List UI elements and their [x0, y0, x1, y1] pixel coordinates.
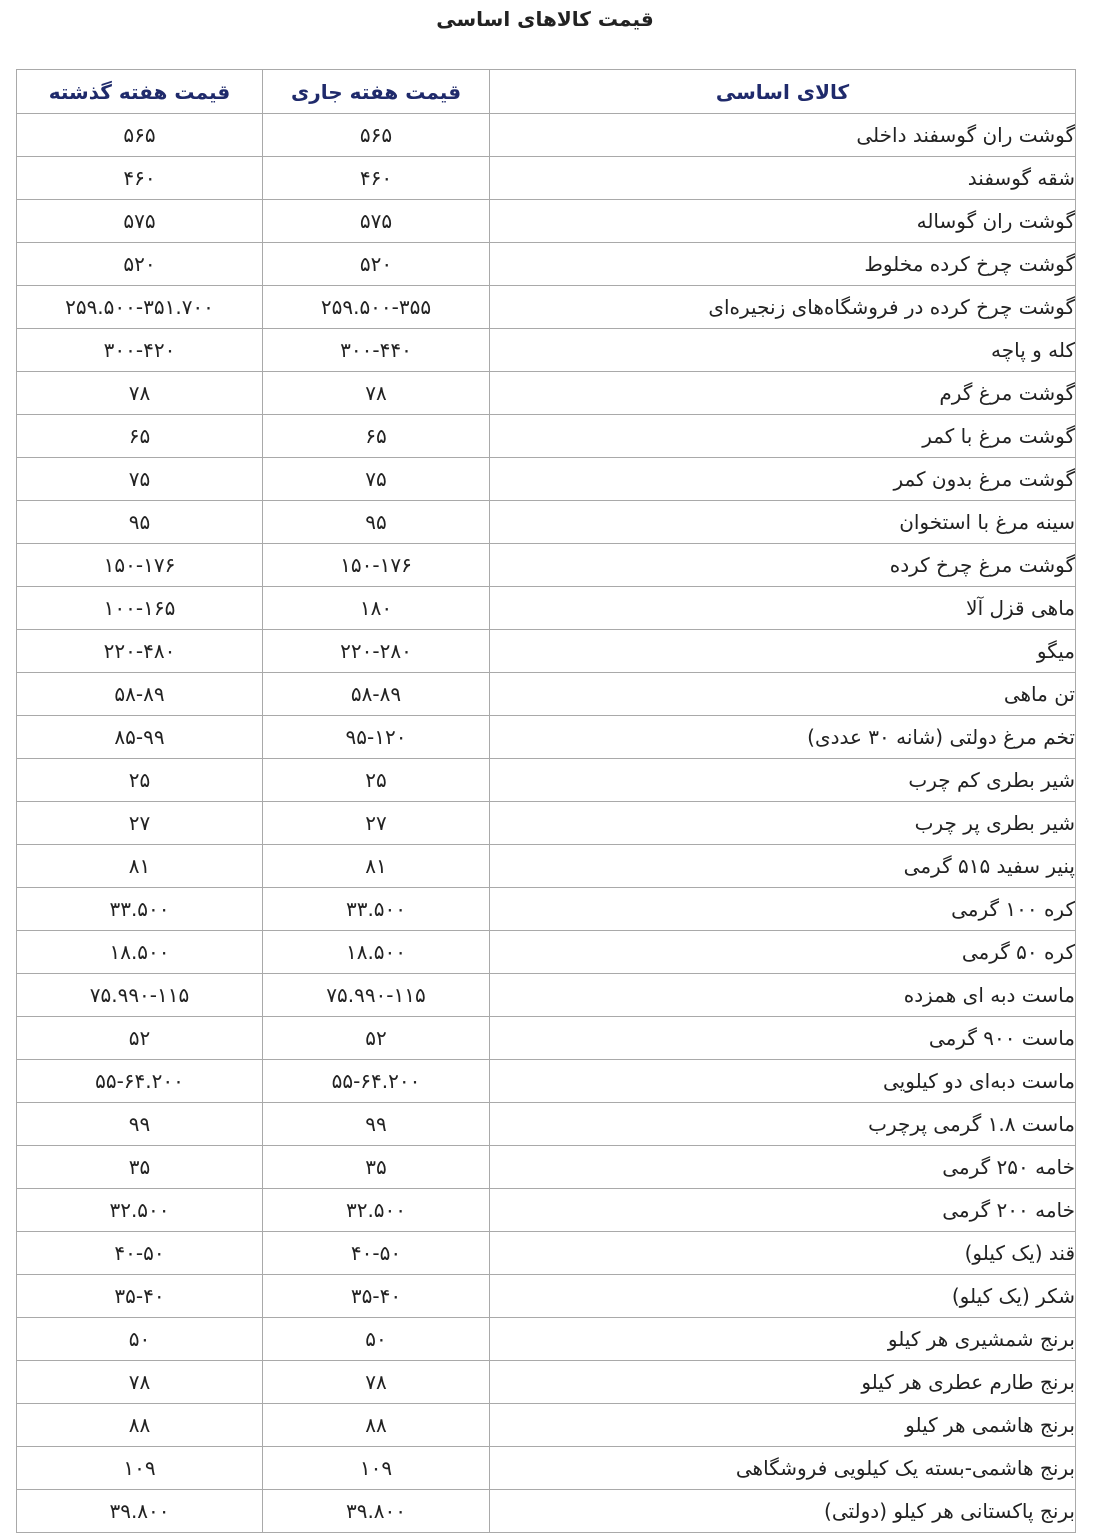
last-price-cell: ۸۵-۹۹	[17, 716, 263, 759]
last-price-cell: ۹۵	[17, 501, 263, 544]
table-row	[17, 630, 1076, 673]
current-price-cell: ۶۵	[263, 415, 490, 458]
last-price-cell: ۷۵	[17, 458, 263, 501]
current-price-cell: ۴۶۰	[263, 157, 490, 200]
last-price-cell: ۹۹	[17, 1103, 263, 1146]
current-price-cell: ۱۰۹	[263, 1447, 490, 1490]
last-price-cell: ۳۲.۵۰۰	[17, 1189, 263, 1232]
current-price-cell: ۷۸	[263, 1361, 490, 1404]
last-price-cell: ۷۵.۹۹۰-۱۱۵	[17, 974, 263, 1017]
last-price-cell: ۳۵	[17, 1146, 263, 1189]
last-price-cell: ۸۱	[17, 845, 263, 888]
item-cell: شقه گوسفند	[490, 157, 1076, 200]
item-cell: گوشت مرغ با کمر	[490, 415, 1076, 458]
current-price-cell: ۴۰-۵۰	[263, 1232, 490, 1275]
last-price-cell: ۵۵-۶۴.۲۰۰	[17, 1060, 263, 1103]
table-row	[17, 286, 1076, 329]
page-title: قیمت کالاهای اساسی	[436, 7, 654, 31]
current-price-cell: ۵۲	[263, 1017, 490, 1060]
item-cell: گوشت چرخ کرده مخلوط	[490, 243, 1076, 286]
current-price-cell: ۲۵	[263, 759, 490, 802]
current-price-cell: ۳۰۰-۴۴۰	[263, 329, 490, 372]
item-cell: کله و پاچه	[490, 329, 1076, 372]
item-cell: برنج هاشمی هر کیلو	[490, 1404, 1076, 1447]
table-row	[17, 1275, 1076, 1318]
table-row	[17, 114, 1076, 157]
current-price-cell: ۳۳.۵۰۰	[263, 888, 490, 931]
last-price-cell: ۴۰-۵۰	[17, 1232, 263, 1275]
current-price-cell: ۱۵۰-۱۷۶	[263, 544, 490, 587]
current-price-cell: ۳۹.۸۰۰	[263, 1490, 490, 1533]
table-row	[17, 845, 1076, 888]
current-price-cell: ۵۵-۶۴.۲۰۰	[263, 1060, 490, 1103]
last-price-cell: ۴۶۰	[17, 157, 263, 200]
current-price-cell: ۲۷	[263, 802, 490, 845]
last-price-cell: ۲۵	[17, 759, 263, 802]
item-cell: ماست دبه‌ای دو کیلویی	[490, 1060, 1076, 1103]
current-price-cell: ۸۱	[263, 845, 490, 888]
table-row	[17, 673, 1076, 716]
current-price-cell: ۳۵	[263, 1146, 490, 1189]
item-cell: برنج شمشیری هر کیلو	[490, 1318, 1076, 1361]
current-price-cell: ۱۸۰	[263, 587, 490, 630]
table-row	[17, 802, 1076, 845]
current-price-cell: ۹۵-۱۲۰	[263, 716, 490, 759]
current-price-cell: ۱۸.۵۰۰	[263, 931, 490, 974]
last-price-cell: ۵۰	[17, 1318, 263, 1361]
last-price-cell: ۵۷۵	[17, 200, 263, 243]
table-row	[17, 501, 1076, 544]
item-cell: گوشت مرغ گرم	[490, 372, 1076, 415]
table-row	[17, 329, 1076, 372]
item-cell: تخم مرغ دولتی (شانه ۳۰ عددی)	[490, 716, 1076, 759]
table-row	[17, 931, 1076, 974]
last-price-cell: ۱۰۹	[17, 1447, 263, 1490]
item-cell: ماهی قزل آلا	[490, 587, 1076, 630]
table-row	[17, 372, 1076, 415]
current-price-cell: ۵۶۵	[263, 114, 490, 157]
item-cell: برنج هاشمی-بسته یک کیلویی فروشگاهی	[490, 1447, 1076, 1490]
item-cell: شکر (یک کیلو)	[490, 1275, 1076, 1318]
last-price-cell: ۳۹.۸۰۰	[17, 1490, 263, 1533]
item-cell: سینه مرغ با استخوان	[490, 501, 1076, 544]
current-price-cell: ۷۸	[263, 372, 490, 415]
header-current-week: قیمت هفته جاری	[263, 70, 490, 114]
table-body	[17, 114, 1076, 1533]
current-price-cell: ۳۵-۴۰	[263, 1275, 490, 1318]
item-cell: خامه ۲۵۰ گرمی	[490, 1146, 1076, 1189]
table-row	[17, 1447, 1076, 1490]
last-price-cell: ۷۸	[17, 1361, 263, 1404]
last-price-cell: ۵۸-۸۹	[17, 673, 263, 716]
item-cell: کره ۵۰ گرمی	[490, 931, 1076, 974]
current-price-cell: ۳۲.۵۰۰	[263, 1189, 490, 1232]
table-row	[17, 200, 1076, 243]
last-price-cell: ۱۰۰-۱۶۵	[17, 587, 263, 630]
last-price-cell: ۱۸.۵۰۰	[17, 931, 263, 974]
table-row	[17, 1146, 1076, 1189]
last-price-cell: ۵۲	[17, 1017, 263, 1060]
item-cell: شیر بطری پر چرب	[490, 802, 1076, 845]
table-row	[17, 974, 1076, 1017]
table-row	[17, 1017, 1076, 1060]
table-row	[17, 1232, 1076, 1275]
table-row	[17, 157, 1076, 200]
price-table	[16, 69, 1076, 1533]
current-price-cell: ۲۵۹.۵۰۰-۳۵۵	[263, 286, 490, 329]
last-price-cell: ۶۵	[17, 415, 263, 458]
item-cell: خامه ۲۰۰ گرمی	[490, 1189, 1076, 1232]
current-price-cell: ۵۰	[263, 1318, 490, 1361]
table-row	[17, 1361, 1076, 1404]
current-price-cell: ۹۹	[263, 1103, 490, 1146]
header-item: کالای اساسی	[490, 70, 1076, 114]
current-price-cell: ۹۵	[263, 501, 490, 544]
last-price-cell: ۸۸	[17, 1404, 263, 1447]
table-row	[17, 1318, 1076, 1361]
item-cell: گوشت ران گوساله	[490, 200, 1076, 243]
item-cell: میگو	[490, 630, 1076, 673]
last-price-cell: ۳۵-۴۰	[17, 1275, 263, 1318]
table-row	[17, 243, 1076, 286]
last-price-cell: ۵۲۰	[17, 243, 263, 286]
table-header-row	[17, 70, 1076, 114]
table-row	[17, 1189, 1076, 1232]
last-price-cell: ۷۸	[17, 372, 263, 415]
current-price-cell: ۵۸-۸۹	[263, 673, 490, 716]
item-cell: گوشت مرغ چرخ کرده	[490, 544, 1076, 587]
table-row	[17, 458, 1076, 501]
item-cell: برنج پاکستانی هر کیلو (دولتی)	[490, 1490, 1076, 1533]
item-cell: ماست ۱.۸ گرمی پرچرب	[490, 1103, 1076, 1146]
item-cell: تن ماهی	[490, 673, 1076, 716]
current-price-cell: ۷۵.۹۹۰-۱۱۵	[263, 974, 490, 1017]
last-price-cell: ۲۵۹.۵۰۰-۳۵۱.۷۰۰	[17, 286, 263, 329]
current-price-cell: ۵۲۰	[263, 243, 490, 286]
last-price-cell: ۱۵۰-۱۷۶	[17, 544, 263, 587]
table-row	[17, 1404, 1076, 1447]
item-cell: ماست دبه ای همزده	[490, 974, 1076, 1017]
current-price-cell: ۵۷۵	[263, 200, 490, 243]
current-price-cell: ۷۵	[263, 458, 490, 501]
table-row	[17, 415, 1076, 458]
last-price-cell: ۵۶۵	[17, 114, 263, 157]
item-cell: گوشت مرغ بدون کمر	[490, 458, 1076, 501]
table-row	[17, 1490, 1076, 1533]
current-price-cell: ۸۸	[263, 1404, 490, 1447]
item-cell: شیر بطری کم چرب	[490, 759, 1076, 802]
item-cell: ماست ۹۰۰ گرمی	[490, 1017, 1076, 1060]
item-cell: برنج طارم عطری هر کیلو	[490, 1361, 1076, 1404]
table-row	[17, 544, 1076, 587]
item-cell: گوشت ران گوسفند داخلی	[490, 114, 1076, 157]
item-cell: کره ۱۰۰ گرمی	[490, 888, 1076, 931]
table-row	[17, 716, 1076, 759]
table-row	[17, 888, 1076, 931]
current-price-cell: ۲۲۰-۲۸۰	[263, 630, 490, 673]
last-price-cell: ۳۰۰-۴۲۰	[17, 329, 263, 372]
table-row	[17, 1060, 1076, 1103]
table-row	[17, 587, 1076, 630]
table-row	[17, 1103, 1076, 1146]
last-price-cell: ۲۷	[17, 802, 263, 845]
last-price-cell: ۲۲۰-۴۸۰	[17, 630, 263, 673]
last-price-cell: ۳۳.۵۰۰	[17, 888, 263, 931]
header-last-week: قیمت هفته گذشته	[17, 70, 263, 114]
item-cell: گوشت چرخ کرده در فروشگاه‌های زنجیره‌ای	[490, 286, 1076, 329]
item-cell: قند (یک کیلو)	[490, 1232, 1076, 1275]
item-cell: پنیر سفید ۵۱۵ گرمی	[490, 845, 1076, 888]
table-row	[17, 759, 1076, 802]
